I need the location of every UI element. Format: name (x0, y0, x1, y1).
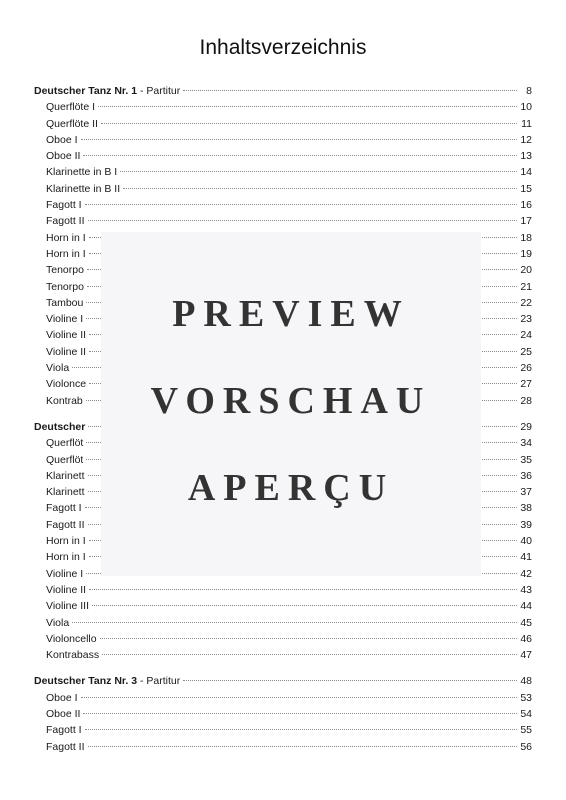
preview-watermark (101, 232, 481, 576)
page-number: 11 (521, 117, 532, 130)
toc-entry[interactable] (34, 197, 532, 213)
page-number: 55 (520, 724, 532, 737)
entry-label: Tenorpo (46, 280, 84, 293)
page-number: 38 (520, 502, 532, 515)
page-number: 45 (520, 616, 532, 629)
dot-leader (89, 588, 517, 590)
page-number: 10 (520, 101, 532, 114)
dot-leader (88, 219, 517, 221)
dot-leader (81, 138, 517, 140)
page-number: 34 (520, 437, 532, 450)
page-number: 37 (520, 486, 532, 499)
dot-leader (85, 728, 517, 730)
page-number: 8 (526, 85, 532, 97)
toc-entry[interactable] (34, 132, 532, 148)
page-number: 29 (520, 420, 532, 433)
dot-leader (120, 170, 517, 172)
toc-entry[interactable] (34, 615, 532, 631)
toc-entry[interactable] (34, 647, 532, 663)
toc-entry[interactable] (34, 690, 532, 706)
entry-label: Fagott I (46, 199, 82, 212)
watermark-apercu: APERÇU (187, 467, 395, 510)
entry-label: Tenorpo (46, 264, 84, 277)
page-number: 21 (520, 280, 532, 293)
toc-section-heading[interactable] (34, 83, 532, 99)
toc-entry[interactable] (34, 739, 532, 755)
dot-leader (72, 621, 517, 623)
section-title: Deutscher (34, 420, 86, 433)
toc-entry[interactable] (34, 598, 532, 614)
entry-label: Violoncello (46, 632, 97, 645)
page-number: 27 (520, 378, 532, 391)
page-number: 47 (520, 649, 532, 662)
section-title: Deutscher Tanz Nr. 3 (34, 675, 138, 688)
entry-label: Viola (46, 362, 70, 375)
entry-label: Oboe I (46, 691, 78, 704)
section-label (34, 673, 180, 689)
dot-leader (81, 696, 517, 698)
dot-leader (83, 712, 517, 714)
entry-label: Horn in I (46, 551, 86, 564)
dot-leader (183, 679, 517, 681)
entry-label: Violine I (46, 567, 84, 580)
toc-entry[interactable] (34, 116, 532, 132)
dot-leader (88, 745, 517, 747)
page-number: 42 (520, 567, 532, 580)
entry-label: Querflöt (46, 453, 84, 466)
entry-label: Kontrabass (46, 649, 100, 662)
page-number: 36 (520, 469, 532, 482)
entry-label: Klarinette in B I (46, 166, 118, 179)
dot-leader (92, 604, 517, 606)
page-number: 41 (520, 551, 532, 564)
page-number: 39 (520, 518, 532, 531)
watermark-preview: PREVIEW (172, 292, 410, 335)
toc-entry[interactable] (34, 213, 532, 229)
page-number: 12 (520, 133, 532, 146)
toc-entry[interactable] (34, 148, 532, 164)
page-number: 13 (520, 150, 532, 163)
page-number: 26 (520, 362, 532, 375)
page-number: 46 (520, 632, 532, 645)
dot-leader (183, 89, 517, 91)
toc-section-heading[interactable] (34, 673, 532, 689)
section-label (34, 83, 180, 99)
page-number: 54 (520, 707, 532, 720)
section-suffix: - Partitur (137, 675, 181, 688)
dot-leader (100, 637, 517, 639)
page-number: 40 (520, 535, 532, 548)
page-number: 44 (520, 600, 532, 613)
entry-label: Kontrab (46, 394, 83, 407)
page-number: 56 (520, 740, 532, 753)
page-number: 35 (520, 453, 532, 466)
entry-label: Horn in I (46, 247, 86, 260)
page-number: 48 (520, 675, 532, 688)
entry-label: Horn in I (46, 535, 86, 548)
entry-label: Violine III (46, 600, 89, 613)
entry-label: Klarinette in B II (46, 182, 121, 195)
page-number: 24 (520, 329, 532, 342)
page-number: 20 (520, 264, 532, 277)
entry-label: Fagott I (46, 502, 82, 515)
entry-label: Querflöt (46, 437, 84, 450)
entry-label: Horn in I (46, 231, 86, 244)
entry-label: Oboe I (46, 133, 78, 146)
dot-leader (85, 203, 517, 205)
entry-label: Violonce (46, 378, 87, 391)
toc-entry[interactable] (34, 99, 532, 115)
entry-label: Oboe II (46, 150, 81, 163)
watermark-vorschau: VORSCHAU (150, 379, 432, 422)
page-number: 14 (520, 166, 532, 179)
page-number: 22 (520, 296, 532, 309)
entry-label: Violine II (46, 345, 87, 358)
entry-label: Fagott II (46, 518, 85, 531)
entry-label: Violine I (46, 313, 84, 326)
toc-entry[interactable] (34, 706, 532, 722)
toc-entry[interactable] (34, 181, 532, 197)
page-number: 28 (520, 394, 532, 407)
entry-label: Viola (46, 616, 70, 629)
entry-label: Fagott I (46, 724, 82, 737)
page-number: 43 (520, 583, 532, 596)
dot-leader (123, 187, 517, 189)
page-number: 23 (520, 313, 532, 326)
entry-label: Violine II (46, 583, 87, 596)
toc-entry[interactable] (34, 631, 532, 647)
toc-entry[interactable] (34, 164, 532, 180)
entry-label: Querflöte II (46, 117, 98, 130)
dot-leader (83, 154, 517, 156)
page-number: 15 (520, 182, 532, 195)
toc-entry[interactable] (34, 582, 532, 598)
entry-label: Querflöte I (46, 101, 96, 114)
entry-label: Klarinett (46, 469, 85, 482)
page-number: 17 (520, 215, 532, 228)
page-number: 16 (520, 199, 532, 212)
entry-label: Fagott II (46, 740, 85, 753)
section-suffix: - Partitur (137, 85, 181, 97)
dot-leader (98, 105, 517, 107)
page-number: 19 (520, 247, 532, 260)
dot-leader (102, 653, 517, 655)
toc-title: Inhaltsverzeichnis (199, 36, 367, 59)
page-number: 18 (520, 231, 532, 244)
section-label (34, 419, 85, 435)
section-title: Deutscher Tanz Nr. 1 (34, 85, 138, 97)
toc-entry[interactable] (34, 722, 532, 738)
entry-label: Oboe II (46, 707, 81, 720)
entry-label: Fagott II (46, 215, 85, 228)
page-number: 25 (520, 345, 532, 358)
entry-label: Violine II (46, 329, 87, 342)
page-number: 53 (520, 691, 532, 704)
entry-label: Klarinett (46, 486, 85, 499)
dot-leader (101, 122, 517, 124)
entry-label: Tambou (46, 296, 84, 309)
